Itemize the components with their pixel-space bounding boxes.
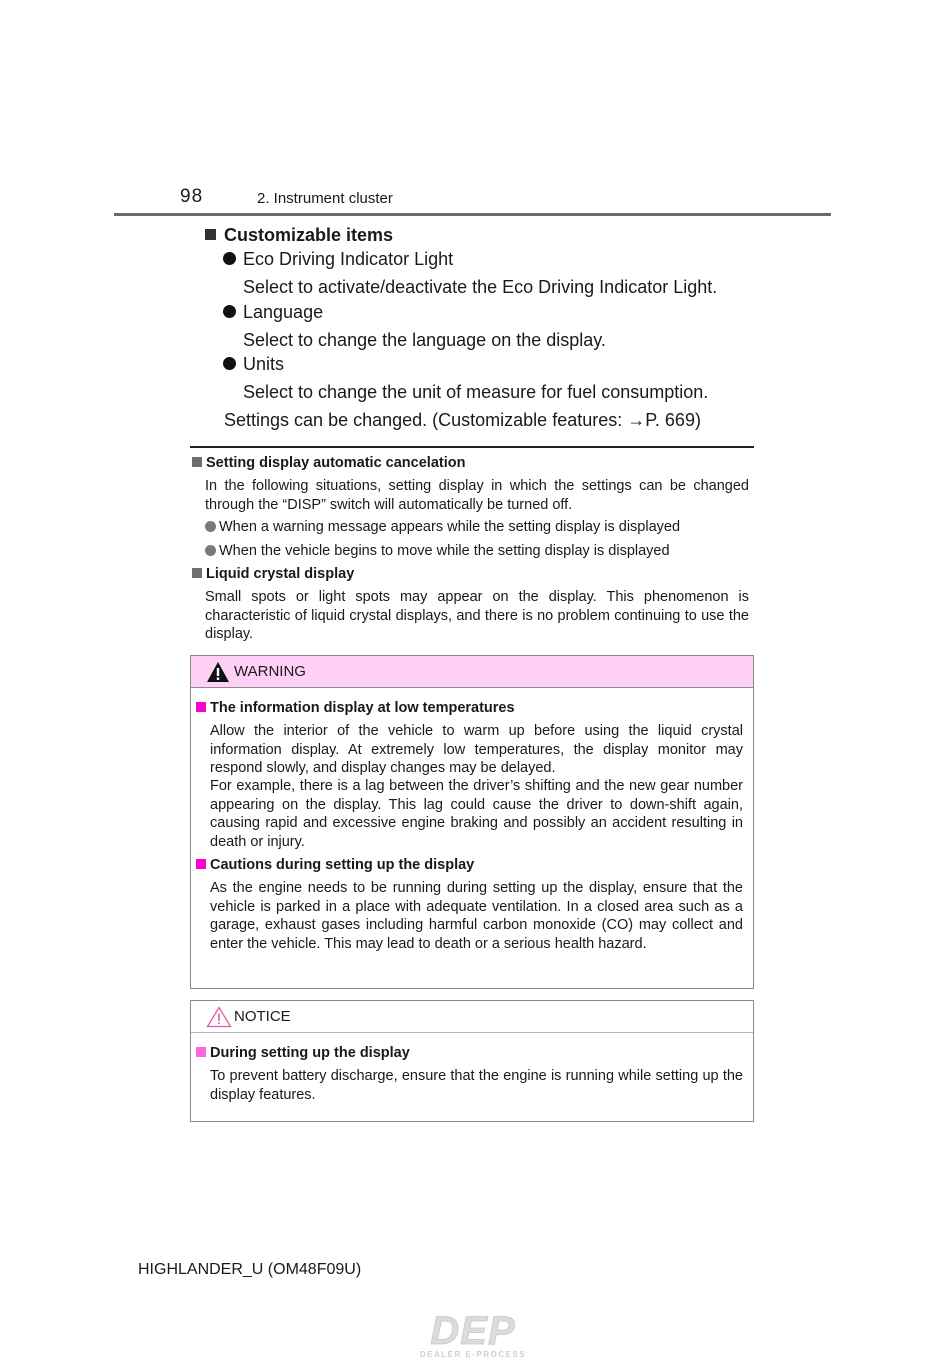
note-bullet-text: When the vehicle begins to move while the setting display is displayed	[219, 543, 670, 559]
list-item	[223, 301, 323, 323]
page-number: 98	[180, 186, 204, 207]
note-bullet	[205, 518, 680, 537]
warning-section-title	[196, 856, 474, 875]
list-item	[223, 248, 453, 270]
note-title: Liquid crystal display	[206, 566, 355, 582]
notice-label: NOTICE	[234, 1008, 291, 1025]
note-body: In the following situations, setting display in which the settings can be changed through the “DISP” switch will automatically be turned off.	[205, 478, 749, 513]
svg-text:DEALER E-PROCESS: DEALER E-PROCESS	[419, 1350, 527, 1359]
warning-label: WARNING	[234, 663, 306, 680]
bullet-icon	[205, 545, 216, 556]
item-desc: Select to change the unit of measure for fuel consumption.	[243, 382, 709, 402]
note-body: Small spots or light spots may appear on the display. This phenomenon is characteristic of liquid crystal displays, and there is no problem continuing to use the display.	[205, 589, 749, 642]
pink-square-icon	[196, 1047, 206, 1057]
warning-title-text: Cautions during setting up the display	[210, 857, 475, 873]
warning-paragraph: Allow the interior of the vehicle to warm up before using the liquid crystal information display. At extremely low temperatures, the display monitor may respond slowly, and display changes may be delayed.	[210, 723, 743, 776]
note-bullet-text: When a warning message appears while the setting display is displayed	[219, 519, 681, 535]
customizable-heading	[205, 224, 393, 246]
notice-triangle-icon	[206, 1006, 232, 1028]
section-title: 2. Instrument cluster	[257, 190, 393, 207]
header-rule	[114, 213, 831, 216]
pink-square-icon	[196, 859, 206, 869]
square-bullet-icon	[192, 568, 202, 578]
notice-header	[191, 1001, 753, 1033]
item-label: Eco Driving Indicator Light	[243, 249, 454, 269]
warning-triangle-icon	[206, 661, 230, 683]
item-desc: Select to activate/deactivate the Eco Driving Indicator Light.	[243, 277, 718, 297]
svg-text:DEP: DEP	[430, 1310, 516, 1353]
dep-logo-icon	[408, 1310, 538, 1360]
settings-note: Settings can be changed. (Customizable features: →P. 669)	[224, 410, 701, 430]
square-bullet-icon	[192, 457, 202, 467]
dep-logo	[408, 1310, 538, 1365]
customizable-title: Customizable items	[224, 225, 394, 245]
bullet-icon	[223, 357, 236, 370]
note-heading	[192, 454, 465, 473]
bullet-icon	[223, 252, 236, 265]
square-bullet-icon	[205, 229, 216, 240]
notice-title	[196, 1044, 410, 1063]
note-heading	[192, 565, 354, 584]
item-desc: Select to change the language on the display.	[243, 330, 606, 350]
warning-title-text: The information display at low temperatures	[210, 700, 515, 716]
warning-header	[191, 656, 753, 688]
notes-rule	[190, 446, 754, 448]
item-label: Language	[243, 302, 324, 322]
notice-body: To prevent battery discharge, ensure that the engine is running while setting up the display features.	[210, 1068, 743, 1103]
warning-section-title	[196, 699, 515, 718]
item-label: Units	[243, 354, 285, 374]
note-title: Setting display automatic cancelation	[206, 455, 466, 471]
warning-paragraph: As the engine needs to be running during setting up the display, ensure that the vehicle is parked in a place with adequate ventilation. In a closed area such as a garage, exhaust gases including harmful carbon monoxide (CO) may collect and enter the vehicle. This may lead to death or a serious health hazard.	[210, 880, 743, 952]
note-bullet	[205, 542, 670, 561]
notice-box	[190, 1000, 754, 1122]
warning-paragraph: For example, there is a lag between the driver’s shifting and the new gear number appearing on the display. This lag could cause the driver to down-shift again, causing rapid and excessive engine braking and possibly an accident resulting in death or injury.	[210, 778, 743, 850]
list-item	[223, 353, 284, 375]
bullet-icon	[205, 521, 216, 532]
footer-model: HIGHLANDER_U (OM48F09U)	[138, 1261, 362, 1278]
notice-title-text: During setting up the display	[210, 1045, 410, 1061]
bullet-icon	[223, 305, 236, 318]
pink-square-icon	[196, 702, 206, 712]
warning-box	[190, 655, 754, 989]
